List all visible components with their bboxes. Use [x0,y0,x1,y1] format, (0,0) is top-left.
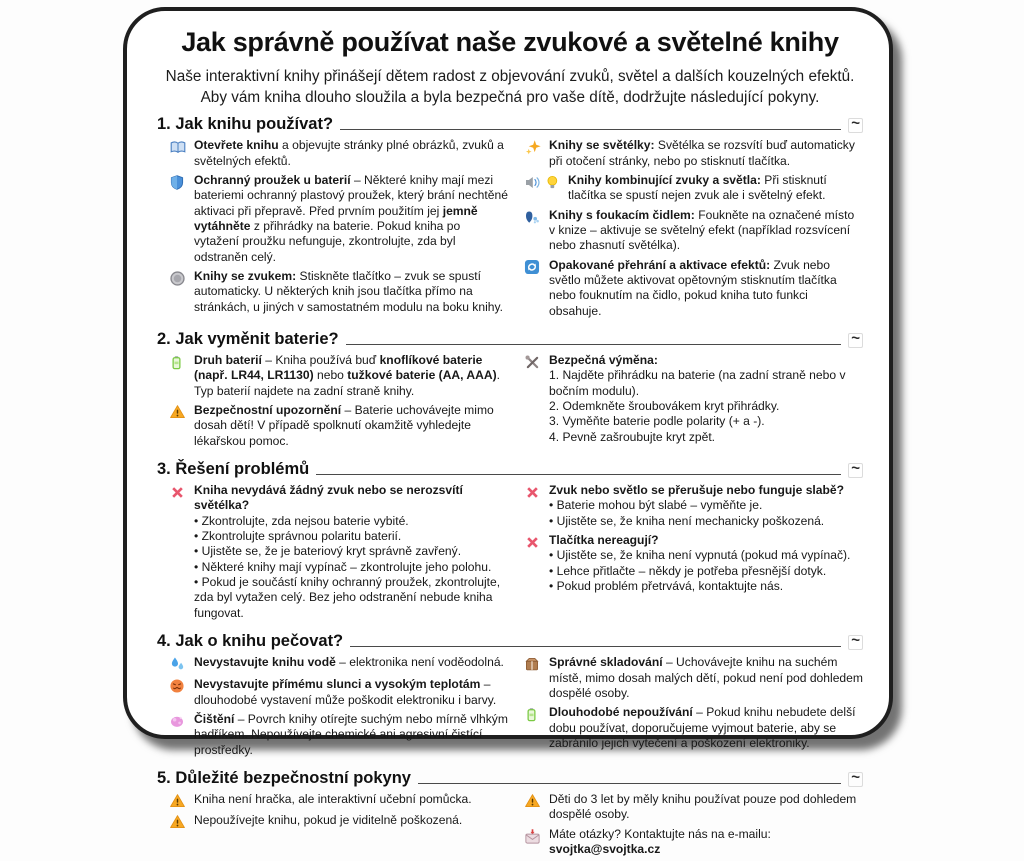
section-rule [316,474,841,475]
x-mark-icon [169,483,188,621]
x-mark-icon [524,483,543,529]
list-item [524,705,863,751]
left-column [169,483,508,625]
list-item [169,269,508,315]
section-columns [157,655,863,762]
item-text [549,533,850,594]
repeat-icon [524,258,543,319]
item-text-regular: – Povrch knihy otírejte suchým nebo mírně vlhkým hadříkem. Nepoužívejte chemické ani agresivní čistící prostředky. [194,711,508,757]
left-column [169,138,508,323]
item-text-regular: Stiskněte tlačítko – zvuk se spustí automaticky. U některých knih jsou tlačítka přímo na stránkách, u jiných v samostatném modulu na boku knihy. [194,268,503,314]
item-text [194,655,504,673]
left-column [169,792,508,861]
item-text-bold: Otevřete knihu [194,138,279,153]
item-text-bold: Bezpečná výměna: [549,353,658,367]
item-text [194,173,508,265]
section-title: 3. Řešení problémů [157,460,310,479]
bullet-line: • Baterie mohou být slabé – vyměňte je. [549,498,844,513]
bullet-line: • Ujistěte se, že kniha není mechanicky poškozená. [549,514,844,529]
sections [157,115,863,861]
item-text-regular: Nepoužívejte knihu, pokud je viditelně poškozená. [194,812,463,827]
list-item [524,792,863,823]
section-title: 2. Jak vyměnit baterie? [157,330,339,348]
item-text-bold: Dlouhodobé nepoužívání [549,705,693,720]
bullet-line: • Zkontrolujte, zda nejsou baterie vybité. [194,514,508,529]
item-text-bold: Opakované přehrání a aktivace efektů: [549,257,771,272]
item-text-bold: Čištění [194,711,235,726]
item-text-regular: – Uchovávejte knihu na suchém místě, mimo dosah malých dětí, pokud není pod dohledem dospělé osoby. [549,655,863,700]
item-text [549,827,863,858]
tools-icon [524,353,543,445]
blow-sensor-icon [524,208,543,254]
bullet-line: • Pokud je součástí knihy ochranný proužek, zkontrolujte, zda byl vytažen celý. Bez jeho odstranění nebude kniha fungovat. [194,575,508,621]
left-column [169,353,508,453]
item-text-bold: jemně vytáhněte [194,203,478,233]
list-item [169,655,508,673]
item-text [549,792,863,823]
section-1 [157,115,863,323]
list-item [169,677,508,708]
item-text-bold: Knihy kombinující zvuky a světla: [568,172,761,187]
right-column [524,353,863,453]
list-item [169,712,508,758]
item-text-regular: – dlouhodobé vystavení může poškodit elektroniku i barvy. [194,677,497,707]
item-text-bold: Nevystavujte přímému slunci a vysokým teplotám [194,677,481,692]
section-columns [157,353,863,453]
section-end-mark: ~ [848,118,863,133]
package-icon [524,655,543,701]
item-text [549,655,863,701]
x-mark-icon [524,533,543,594]
bullet-line: • Pokud problém přetrvává, kontaktujte nás. [549,579,850,594]
item-text [194,403,508,449]
item-text [549,353,863,445]
step-line: 1. Najděte přihrádku na baterie (na zadní straně nebo v bočním modulu). [549,368,846,398]
list-item [524,173,863,204]
item-text-regular: Zvuk nebo světlo můžete aktivovat opětovným stisknutím tlačítka nebo fouknutím na čidlo, pokud kniha tuto funkci obsahuje. [549,257,837,318]
item-text [194,483,508,621]
bullet-line: • Ujistěte se, že je bateriový kryt správně zavřený. [194,544,508,559]
item-text-bold: Správné skladování [549,655,663,670]
battery-icon [169,353,188,399]
list-item [169,353,508,399]
list-item [524,353,863,445]
item-text-regular: Při stisknutí tlačítka se spustí nejen zvuk ale i světelný efekt. [568,172,827,203]
item-text [194,353,508,399]
item-text-regular: Máte otázky? Kontaktujte nás na e-mailu: [549,826,771,841]
section-rule [346,344,842,345]
item-text [549,208,863,254]
right-column [524,483,863,625]
item-text-regular: – Kniha používá buď [261,353,380,367]
item-text [549,138,863,169]
list-item [524,483,863,529]
section-end-mark: ~ [848,635,863,650]
list-item [169,138,508,169]
section-columns [157,483,863,625]
step-line: 4. Pevně zašroubujte kryt zpět. [549,429,716,444]
intro-text [157,66,863,108]
bullet-line: • Lehce přitlačte – někdy je potřeba přesnější dotyk. [549,564,850,579]
water-drops-icon [169,655,188,673]
battery-icon [524,705,543,751]
item-text-bold: Tlačítka nereagují? [549,533,659,548]
item-text [568,173,863,204]
section-title: 4. Jak o knihu pečovat? [157,632,344,651]
item-text-bold: Druh baterií [194,353,262,367]
section-4 [157,632,863,762]
step-line: 3. Vyměňte baterie podle polarity (+ a -). [549,414,765,429]
warning-icon [169,813,188,830]
list-item [524,208,863,254]
item-text-regular: nebo [313,368,348,383]
section-heading [157,769,863,788]
list-item [169,403,508,449]
bullet-line: • Ujistěte se, že kniha není vypnutá (pokud má vypínač). [549,548,850,563]
page-title: Jak správně používat naše zvukové a světelné knihy [181,27,839,57]
bullet-line: • Zkontrolujte správnou polaritu baterií. [194,529,508,544]
item-text-bold: Zvuk nebo světlo se přerušuje nebo funguje slabě? [549,483,845,498]
list-item [524,533,863,594]
item-text-regular: – Pokud knihu nebudete delší dobu používat, doporučujeme vyjmout baterie, aby se zabránilo jejich vytečení a poškození elektroniky. [549,705,856,750]
item-text-bold: Nevystavujte knihu vodě [194,655,336,670]
item-text-bold: Knihy se zvukem: [194,268,297,283]
section-title: 5. Důležité bezpečnostní pokyny [157,768,411,787]
section-heading [157,632,863,651]
item-text-regular: – Baterie uchovávejte mimo dosah dětí! V případě spolknutí okamžitě vyhledejte lékařskou pomoc. [194,403,494,448]
item-text-bold: Ochranný proužek u baterií [194,172,351,187]
sound-button-icon [169,269,188,315]
item-text [549,705,863,751]
item-text-regular: – elektronika není voděodolná. [335,655,504,670]
list-item [524,827,863,858]
warning-icon [524,792,543,823]
item-text-regular: Děti do 3 let by měly knihu používat pouze pod dohledem dospělé osoby. [549,791,857,822]
list-item [524,138,863,169]
list-item [169,173,508,265]
list-item [524,655,863,701]
item-text [194,269,508,315]
section-2 [157,330,863,453]
item-text-bold: Kniha nevydává žádný zvuk nebo se nerozsvítí světélka? [194,483,463,513]
item-text [194,813,462,830]
right-column [524,655,863,762]
shield-icon [169,173,188,265]
left-column [169,655,508,762]
bullet-line: • Některé knihy mají vypínač – zkontrolujte jeho polohu. [194,560,508,575]
section-3 [157,460,863,625]
item-text [549,483,844,529]
intro-line-2: Aby vám kniha dlouho sloužila a byla bezpečná pro vaše dítě, dodržujte následující pokyny. [200,89,820,107]
list-item [524,258,863,319]
section-rule [340,129,841,130]
section-5 [157,769,863,861]
item-text [549,258,863,319]
item-text-regular: z přihrádky na baterie. Pokud kniha po vytažení proužku nefunguje, zkontrolujte, zda byl odstraněn celý. [194,218,461,264]
section-end-mark: ~ [848,333,863,348]
section-rule [350,646,841,647]
section-rule [418,783,841,784]
item-text-bold: Knihy s foukacím čidlem: [549,207,695,222]
list-item [169,813,508,830]
section-end-mark: ~ [848,463,863,478]
section-columns [157,792,863,861]
item-text-regular: – Některé knihy mají mezi bateriemi ochranný plastový proužek, který brání nechtěné aktivaci při přepravě. Před prvním použitím jej [194,172,508,218]
item-text-bold: tužkové baterie (AA, AAA) [347,368,497,383]
section-title: 1. Jak knihu používat? [157,115,334,134]
sponge-icon [169,712,188,758]
item-text [194,712,508,758]
list-item [169,483,508,621]
item-text-bold: knoflíkové baterie (např. LR44, LR1130) [194,353,483,383]
list-item [169,792,508,809]
section-heading [157,115,863,134]
warning-icon [169,403,188,449]
item-text-regular: Světélka se rozsvítí buď automaticky při otočení stránky, nebo po stisknutí tlačítka. [549,138,855,168]
hot-face-icon [169,677,188,708]
sparkles-icon [524,138,543,169]
item-text-regular: a objevujte stránky plné obrázků, zvuků a světelných efektů. [194,138,504,168]
section-columns [157,138,863,323]
mail-icon [524,827,543,858]
right-column [524,138,863,323]
item-text [194,677,508,708]
speaker-bulb-icon [524,173,562,204]
item-text-regular: Foukněte na označené místo v knize – aktivuje se světelný efekt (například rozsvícení nebo zhasnutí světélka). [549,207,855,253]
intro-line-1: Naše interaktivní knihy přinášejí dětem radost z objevování zvuků, světel a dalších kouzelných efektů. [165,68,855,85]
right-column [524,792,863,861]
open-book-icon [169,138,188,169]
item-text-bold: Bezpečnostní upozornění [194,403,342,418]
section-end-mark: ~ [848,772,863,787]
instruction-card [123,7,893,856]
item-text-regular: Kniha není hračka, ale interaktivní učební pomůcka. [194,791,472,806]
step-line: 2. Odemkněte šroubovákem kryt přihrádky. [549,399,780,414]
item-text-bold: svojtka@svojtka.cz [549,841,661,856]
item-text [194,792,472,809]
item-text-bold: Knihy se světélky: [549,138,655,153]
item-text-regular: . Typ baterií najdete na zadní straně knihy. [194,368,501,398]
warning-icon [169,792,188,809]
section-heading [157,330,863,349]
item-text [194,138,508,169]
section-heading [157,460,863,479]
